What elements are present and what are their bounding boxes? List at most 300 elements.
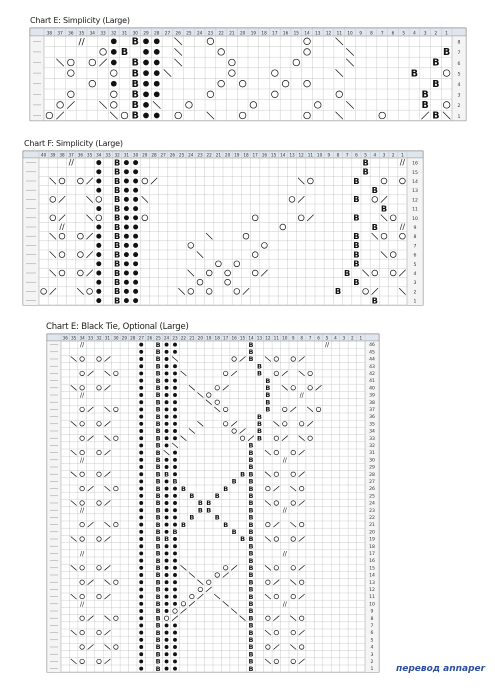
purl-dot-symbol — [139, 436, 143, 440]
stitch-number-label: 35 — [70, 335, 77, 341]
bobble-symbol: B — [353, 212, 360, 223]
stitch-number-label: 21 — [189, 335, 195, 341]
purl-dot-symbol — [173, 551, 177, 555]
row-number-label: 43 — [369, 364, 375, 370]
purl-dot-symbol — [173, 415, 177, 419]
bobble-symbol: B — [265, 405, 271, 414]
stitch-number-label: 30 — [113, 335, 119, 341]
stitch-number-label: 32 — [111, 30, 117, 36]
stitch-number-label: 25 — [178, 152, 185, 158]
bobble-symbol: B — [155, 347, 161, 356]
purl-dot-symbol — [139, 573, 143, 577]
stitch-number-label: 11 — [307, 152, 314, 158]
stitch-number-label: 29 — [143, 30, 149, 36]
row-number-label: 35 — [369, 422, 375, 428]
bobble-symbol: B — [155, 376, 161, 385]
purl-dot-symbol — [124, 252, 129, 257]
stitch-number-label: 7 — [308, 335, 312, 341]
chart-title-e-black-tie: Chart E: Black Tie, Optional (Large) — [46, 322, 189, 332]
row-number-label: 8 — [413, 235, 417, 241]
bobble-symbol: B — [180, 484, 186, 493]
row-number-label: 21 — [369, 523, 375, 529]
purl-dot-symbol — [165, 379, 169, 383]
purl-dot-symbol — [165, 415, 169, 419]
row-number-label: 33 — [369, 436, 375, 442]
row-number-label: 28 — [369, 472, 375, 478]
purl-dot-symbol — [165, 494, 169, 498]
bobble-symbol: B — [248, 621, 254, 630]
purl-dot-symbol — [173, 386, 177, 390]
purl-dot-symbol — [143, 49, 149, 55]
stitch-number-label: 26 — [146, 335, 153, 341]
bobble-symbol: B — [155, 520, 161, 529]
purl-dot-symbol — [165, 422, 169, 426]
purl-dot-symbol — [165, 465, 169, 469]
bobble-symbol: B — [248, 441, 254, 450]
purl-dot-symbol — [173, 659, 177, 663]
purl-dot-symbol — [139, 501, 143, 505]
row-number-label: 24 — [369, 501, 375, 507]
purl-dot-symbol — [165, 638, 169, 642]
stitch-number-label: 34 — [89, 30, 95, 36]
bobble-symbol: B — [155, 628, 161, 637]
purl-dot-symbol — [165, 357, 169, 361]
stitch-number-label: 10 — [316, 152, 323, 158]
purl-dot-symbol — [133, 298, 138, 303]
stitch-number-label: 34 — [96, 152, 102, 158]
bobble-symbol: B — [353, 240, 360, 251]
stitch-number-label: 33 — [100, 30, 106, 36]
row-number-label: 4 — [370, 645, 374, 651]
stitch-number-label: 36 — [62, 335, 68, 341]
bobble-symbol: B — [248, 527, 254, 536]
bobble-symbol: B — [248, 491, 254, 500]
row-number-label: 2 — [413, 290, 417, 296]
purl-dot-symbol — [173, 407, 177, 411]
purl-dot-symbol — [165, 551, 169, 555]
bobble-symbol: B — [155, 477, 161, 486]
double-decrease-symbol: // — [80, 341, 85, 349]
purl-dot-symbol — [139, 623, 143, 627]
bobble-symbol: B — [248, 599, 254, 608]
purl-dot-symbol — [165, 623, 169, 627]
bobble-symbol: B — [155, 448, 161, 457]
row-number-label: 45 — [369, 350, 375, 356]
purl-dot-symbol — [154, 60, 160, 66]
purl-dot-symbol — [165, 350, 169, 354]
purl-dot-symbol — [96, 160, 101, 165]
purl-dot-symbol — [133, 188, 138, 193]
purl-dot-symbol — [139, 343, 143, 347]
purl-dot-symbol — [139, 609, 143, 613]
stitch-number-label: 1 — [401, 152, 404, 158]
purl-dot-symbol — [133, 271, 138, 276]
bobble-symbol: B — [131, 78, 139, 90]
row-number-label: 3 — [370, 652, 374, 658]
row-number-label: 23 — [369, 508, 375, 514]
purl-dot-symbol — [133, 160, 138, 165]
purl-dot-symbol — [165, 443, 169, 447]
row-number-label: 27 — [369, 479, 375, 485]
row-number-label: 4 — [457, 83, 461, 89]
purl-dot-symbol — [165, 407, 169, 411]
row-number-label: 2 — [457, 104, 461, 110]
bobble-symbol: B — [240, 535, 246, 544]
bobble-symbol: B — [172, 527, 178, 536]
bobble-symbol: B — [248, 585, 254, 594]
stitch-number-label: 21 — [215, 152, 222, 158]
row-number-label: 7 — [413, 244, 417, 250]
row-number-label: 13 — [369, 580, 375, 586]
double-decrease-symbol: // — [80, 550, 85, 558]
stitch-number-label: 25 — [186, 30, 192, 36]
left-label-column — [47, 341, 61, 672]
purl-dot-symbol — [173, 429, 177, 433]
stitch-number-label: 37 — [68, 152, 74, 158]
purl-dot-symbol — [124, 188, 129, 193]
purl-dot-symbol — [124, 206, 129, 211]
stitch-number-label: 4 — [334, 335, 337, 341]
purl-dot-symbol — [139, 429, 143, 433]
bobble-symbol: B — [155, 470, 161, 479]
purl-dot-symbol — [165, 530, 169, 534]
bobble-symbol: B — [265, 398, 271, 407]
double-decrease-symbol: // — [282, 550, 287, 558]
stitch-number-label: 18 — [243, 152, 249, 158]
bobble-symbol: B — [155, 657, 161, 666]
stitch-number-label: 8 — [370, 30, 373, 36]
bobble-symbol: B — [265, 391, 271, 400]
row-number-label: 25 — [369, 494, 375, 500]
stitch-number-label: 34 — [79, 335, 85, 341]
purl-dot-symbol — [139, 472, 143, 476]
purl-dot-symbol — [124, 234, 129, 239]
bobble-symbol: B — [256, 419, 262, 428]
purl-dot-symbol — [133, 261, 138, 266]
bobble-symbol: B — [231, 477, 237, 486]
bobble-symbol: B — [197, 506, 203, 515]
bobble-symbol: B — [155, 405, 161, 414]
bobble-symbol: B — [114, 230, 121, 241]
row-number-label: 39 — [369, 393, 375, 399]
bobble-symbol: B — [155, 563, 161, 572]
bobble-symbol: B — [114, 258, 121, 269]
double-decrease-symbol: // — [68, 158, 74, 168]
purl-dot-symbol — [133, 289, 138, 294]
purl-dot-symbol — [173, 458, 177, 462]
purl-dot-symbol — [165, 343, 169, 347]
stitch-number-label: 26 — [175, 30, 181, 36]
double-decrease-symbol: // — [282, 456, 287, 464]
bobble-symbol: B — [114, 240, 121, 251]
bobble-symbol: B — [155, 383, 161, 392]
purl-dot-symbol — [96, 271, 101, 276]
purl-dot-symbol — [139, 494, 143, 498]
stitch-number-label: 7 — [345, 152, 349, 158]
stitch-number-label: 14 — [248, 335, 254, 341]
row-number-label: 10 — [369, 602, 375, 608]
stitch-number-label: 5 — [364, 152, 367, 158]
row-number-label: 1 — [457, 114, 461, 120]
bobble-symbol: B — [155, 549, 161, 558]
bobble-symbol: B — [114, 267, 121, 278]
row-number-label: 11 — [412, 207, 418, 213]
purl-dot-symbol — [139, 379, 143, 383]
bobble-symbol: B — [155, 542, 161, 551]
purl-dot-symbol — [96, 234, 101, 239]
row-number-label: 16 — [369, 559, 375, 565]
double-decrease-symbol: // — [80, 456, 85, 464]
left-label-column — [23, 158, 39, 305]
double-decrease-symbol: // — [399, 158, 406, 168]
purl-dot-symbol — [165, 436, 169, 440]
purl-dot-symbol — [139, 400, 143, 404]
bobble-symbol: B — [248, 628, 254, 637]
purl-dot-symbol — [139, 508, 143, 512]
purl-dot-symbol — [111, 81, 117, 87]
row-number-label: 10 — [412, 216, 418, 222]
purl-dot-symbol — [139, 443, 143, 447]
stitch-number-label: 15 — [239, 335, 246, 341]
chart-title-e-simplicity: Chart E: Simplicity (Large) — [30, 16, 130, 25]
stitch-number-label: 30 — [132, 30, 138, 36]
purl-dot-symbol — [165, 667, 169, 671]
purl-dot-symbol — [165, 659, 169, 663]
bobble-symbol: B — [155, 499, 161, 508]
stitch-number-label: 10 — [347, 30, 353, 36]
bobble-symbol: B — [155, 635, 161, 644]
purl-dot-symbol — [165, 371, 169, 375]
stitch-number-label: 3 — [382, 152, 386, 158]
stitch-number-label: 40 — [40, 152, 47, 158]
row-number-label: 38 — [369, 400, 375, 406]
bobble-symbol: B — [371, 221, 378, 232]
stitch-number-label: 31 — [123, 152, 130, 158]
purl-dot-symbol — [173, 350, 177, 354]
stitch-number-label: 24 — [163, 335, 170, 341]
bobble-symbol: B — [155, 607, 161, 616]
purl-dot-symbol — [139, 422, 143, 426]
bobble-symbol: B — [155, 571, 161, 580]
stitch-number-label: 32 — [96, 335, 102, 341]
stitch-number-label: 33 — [87, 335, 94, 341]
purl-dot-symbol — [133, 243, 138, 248]
purl-dot-symbol — [165, 645, 169, 649]
purl-dot-symbol — [111, 60, 117, 66]
bobble-symbol: B — [155, 491, 161, 500]
row-number-label: 29 — [369, 465, 375, 471]
row-number-label: 15 — [412, 170, 418, 176]
stitch-number-label: 36 — [77, 152, 84, 158]
stitch-number-label: 19 — [234, 152, 240, 158]
bobble-symbol: B — [223, 484, 229, 493]
stitch-number-label: 6 — [317, 335, 320, 341]
row-number-label: 32 — [369, 443, 375, 449]
bobble-symbol: B — [248, 578, 254, 587]
bobble-symbol: B — [353, 258, 360, 269]
row-number-label: 7 — [457, 51, 461, 57]
purl-dot-symbol — [173, 537, 177, 541]
purl-dot-symbol — [139, 357, 143, 361]
stitch-number-label: 8 — [336, 152, 340, 158]
purl-dot-symbol — [96, 298, 101, 303]
row-number-label: 19 — [369, 537, 375, 543]
bobble-symbol: B — [114, 212, 121, 223]
bobble-symbol: B — [155, 614, 161, 623]
bobble-symbol: B — [248, 549, 254, 558]
stitch-number-label: 35 — [78, 30, 85, 36]
stitch-number-label: 38 — [46, 30, 53, 36]
row-number-label: 1 — [413, 299, 417, 305]
purl-dot-symbol — [165, 487, 169, 491]
purl-dot-symbol — [96, 206, 101, 211]
bobble-symbol: B — [256, 362, 262, 371]
purl-dot-symbol — [165, 523, 169, 527]
bobble-symbol: B — [353, 175, 360, 186]
bobble-symbol: B — [344, 267, 351, 278]
purl-dot-symbol — [173, 667, 177, 671]
purl-dot-symbol — [173, 501, 177, 505]
bobble-symbol: B — [155, 650, 161, 659]
row-number-label: 5 — [413, 262, 417, 268]
double-decrease-symbol: // — [80, 392, 85, 400]
row-number-label: 8 — [370, 616, 374, 622]
bobble-symbol: B — [164, 470, 170, 479]
row-number-label: 30 — [369, 458, 375, 464]
stitch-number-label: 26 — [169, 152, 176, 158]
purl-dot-symbol — [139, 645, 143, 649]
row-number-label: 18 — [369, 544, 375, 550]
purl-dot-symbol — [173, 623, 177, 627]
purl-dot-symbol — [124, 271, 129, 276]
row-number-label: 40 — [369, 386, 375, 392]
stitch-number-label: 18 — [214, 335, 220, 341]
purl-dot-symbol — [124, 243, 129, 248]
bobble-symbol: B — [248, 563, 254, 572]
stitch-number-label: 35 — [86, 152, 93, 158]
stitch-number-label: 27 — [138, 335, 144, 341]
bobble-symbol: B — [189, 491, 195, 500]
bobble-symbol: B — [155, 391, 161, 400]
purl-dot-symbol — [165, 400, 169, 404]
purl-dot-symbol — [165, 609, 169, 613]
purl-dot-symbol — [139, 350, 143, 354]
stitch-number-label: 28 — [151, 152, 157, 158]
purl-dot-symbol — [139, 458, 143, 462]
bobble-symbol: B — [155, 664, 161, 673]
bobble-symbol: B — [380, 203, 388, 214]
bobble-symbol: B — [432, 57, 440, 69]
bobble-symbol: B — [180, 520, 186, 529]
bobble-symbol: B — [442, 47, 451, 59]
purl-dot-symbol — [133, 234, 138, 239]
bobble-symbol: B — [256, 427, 262, 436]
stitch-number-label: 3 — [342, 335, 346, 341]
bobble-symbol: B — [248, 571, 254, 580]
purl-dot-symbol — [96, 289, 101, 294]
purl-dot-symbol — [139, 566, 143, 570]
purl-dot-symbol — [96, 243, 101, 248]
row-number-label: 5 — [370, 638, 374, 644]
purl-dot-symbol — [154, 91, 160, 97]
row-number-label: 22 — [369, 515, 375, 521]
stitch-number-label: 28 — [130, 335, 136, 341]
bobble-symbol: B — [172, 477, 178, 486]
stitch-number-label: 24 — [197, 30, 203, 36]
purl-dot-symbol — [165, 580, 169, 584]
bobble-symbol: B — [248, 340, 254, 349]
bobble-symbol: B — [353, 194, 360, 205]
purl-dot-symbol — [111, 49, 117, 55]
bobble-symbol: B — [114, 276, 121, 287]
stitch-number-label: 12 — [298, 152, 304, 158]
stitch-number-label: 3 — [423, 30, 427, 36]
bobble-symbol: B — [155, 578, 161, 587]
purl-dot-symbol — [124, 197, 129, 202]
stitch-number-label: 13 — [315, 30, 321, 36]
bobble-symbol: B — [155, 412, 161, 421]
purl-dot-symbol — [139, 537, 143, 541]
stitch-number-label: 22 — [180, 335, 187, 341]
purl-dot-symbol — [173, 343, 177, 347]
purl-dot-symbol — [165, 479, 169, 483]
purl-dot-symbol — [139, 451, 143, 455]
bobble-symbol: B — [131, 100, 139, 112]
purl-dot-symbol — [133, 197, 138, 202]
purl-dot-symbol — [139, 652, 143, 656]
stitch-number-label: 19 — [206, 335, 212, 341]
bobble-symbol: B — [256, 412, 262, 421]
stitch-number-label: 2 — [350, 335, 354, 341]
bobble-symbol: B — [131, 57, 139, 69]
bobble-symbol: B — [114, 221, 121, 232]
stitch-number-label: 20 — [224, 152, 231, 158]
stitch-number-label: 15 — [270, 152, 277, 158]
purl-dot-symbol — [139, 631, 143, 635]
purl-dot-symbol — [139, 479, 143, 483]
bobble-symbol: B — [248, 635, 254, 644]
bobble-symbol: B — [155, 355, 161, 364]
purl-dot-symbol — [139, 487, 143, 491]
stitch-number-label: 7 — [380, 30, 384, 36]
bobble-symbol: B — [155, 621, 161, 630]
stitch-number-label: 1 — [359, 335, 363, 341]
purl-dot-symbol — [143, 81, 149, 87]
bobble-symbol: B — [155, 362, 161, 371]
bobble-symbol: B — [248, 484, 254, 493]
bobble-symbol: B — [248, 355, 254, 364]
bobble-symbol: B — [231, 527, 237, 536]
row-number-label: 9 — [370, 609, 374, 615]
bobble-symbol: B — [248, 614, 254, 623]
stitch-number-label: 24 — [188, 152, 194, 158]
purl-dot-symbol — [165, 602, 169, 606]
purl-dot-symbol — [173, 494, 177, 498]
bobble-symbol: B — [248, 463, 254, 472]
purl-dot-symbol — [173, 587, 177, 591]
purl-dot-symbol — [124, 179, 129, 184]
purl-dot-symbol — [173, 559, 177, 563]
stitch-number-label: 27 — [164, 30, 171, 36]
purl-dot-symbol — [139, 559, 143, 563]
purl-dot-symbol — [139, 551, 143, 555]
purl-dot-symbol — [139, 371, 143, 375]
bobble-symbol: B — [155, 643, 161, 652]
row-number-label: 46 — [369, 343, 375, 349]
stitch-number-label: 13 — [256, 335, 263, 341]
stitch-number-label: 2 — [391, 152, 395, 158]
stitch-number-label: 10 — [282, 335, 288, 341]
